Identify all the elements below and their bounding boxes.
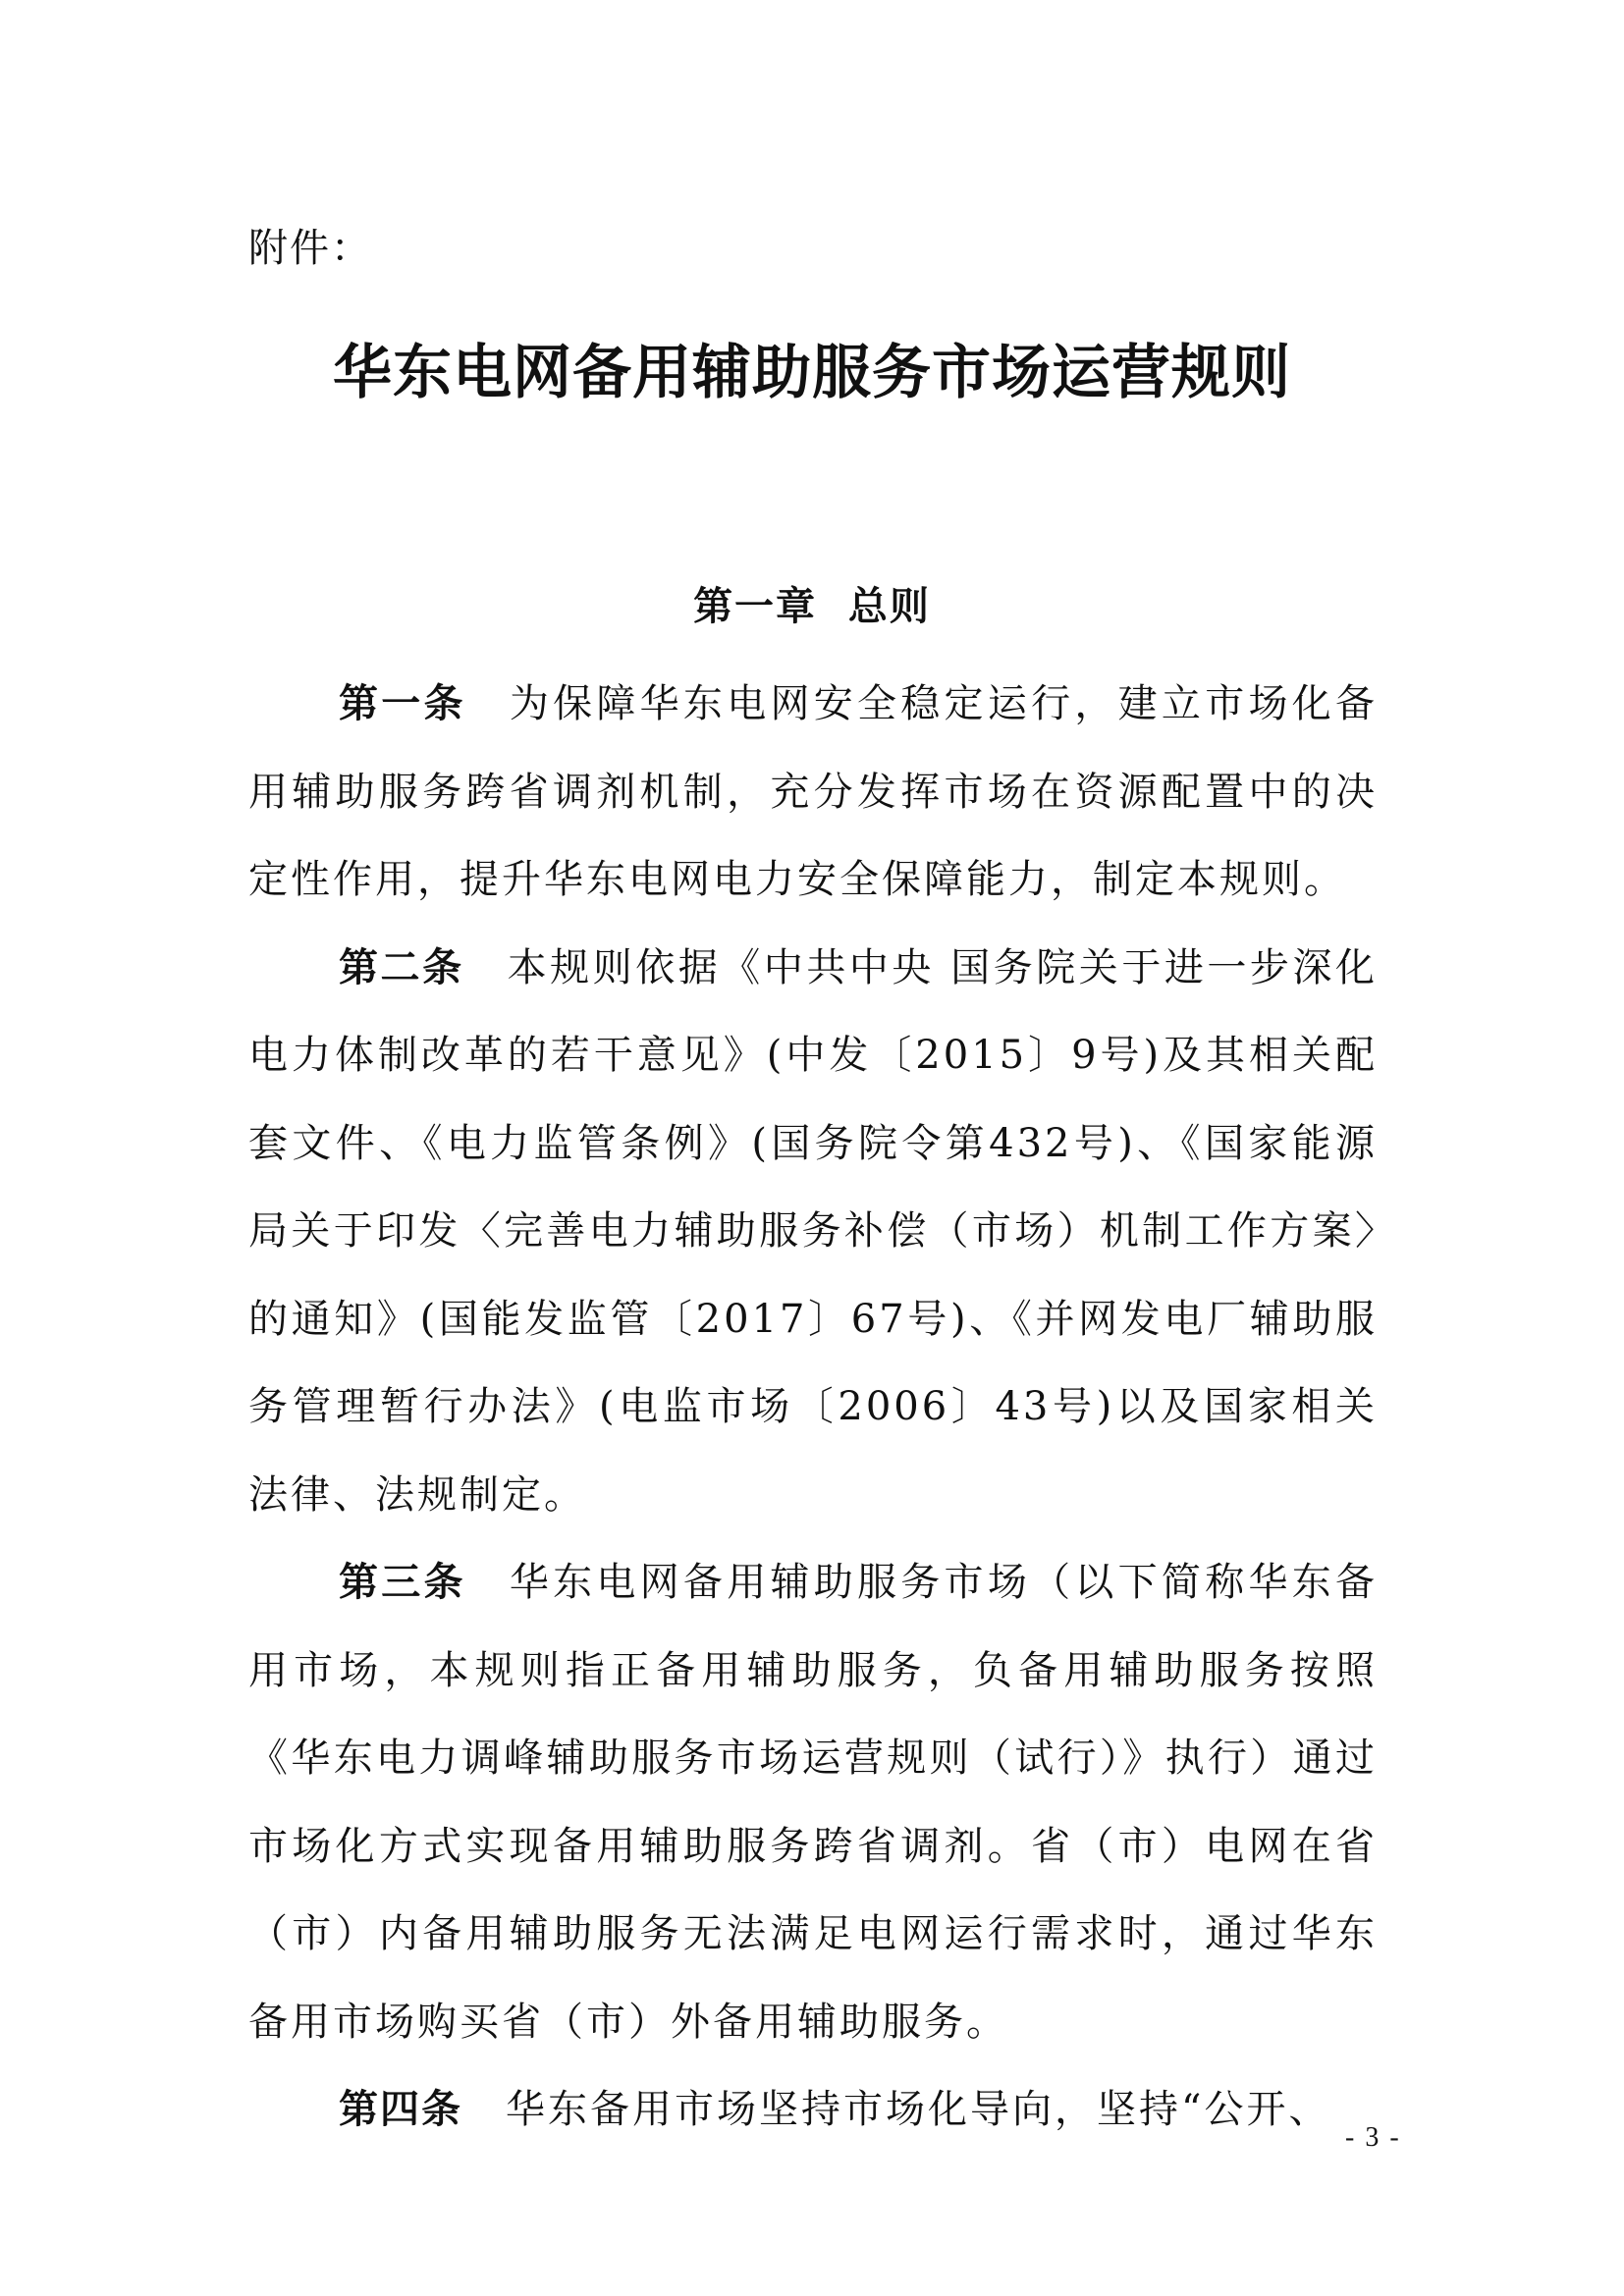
article-number: 第三条 bbox=[339, 1560, 466, 1605]
article-number: 第二条 bbox=[339, 944, 464, 990]
article-number: 第四条 bbox=[339, 2087, 462, 2132]
article-text: 华东电网备用辅助服务市场（以下简称华东备用市场，本规则指正备用辅助服务，负备用辅助服务按照《华东电力调峰辅助服务市场运营规则（试行）》执行）通过市场化方式实现备用辅助服务跨省调剂。省（市）电网在省（市）内备用辅助服务无法满足电网运行需求时，通过华东备用市场购买省（市）外备用辅助服务。 bbox=[248, 1560, 1379, 2045]
article-text: 本规则依据《中共中央 国务院关于进一步深化电力体制改革的若干意见》(中发〔2015〕9号)及其相关配套文件、《电力监管条例》(国务院令第432号)、《国家能源局关于印发〈完善电力辅助服务补偿（市场）机制工作方案〉的通知》(国能发监管〔2017〕67号)、《并网发电厂辅助服务管理暂行办法》(电监市场〔2006〕43号)以及国家相关法律、法规制定。 bbox=[248, 944, 1379, 1518]
article-text: 华东备用市场坚持市场化导向，坚持“公开、 bbox=[506, 2087, 1331, 2132]
article-2 bbox=[248, 925, 1378, 1540]
document-title: 华东电网备用辅助服务市场运营规则 bbox=[333, 339, 1291, 407]
article-text: 为保障华东电网安全稳定运行，建立市场化备用辅助服务跨省调剂机制，充分发挥市场在资源配置中的决定性作用，提升华东电网电力安全保障能力，制定本规则。 bbox=[248, 681, 1379, 902]
page-number: - 3 - bbox=[1345, 2122, 1401, 2153]
article-4 bbox=[248, 2066, 1378, 2155]
article-number: 第一条 bbox=[339, 681, 466, 726]
chapter-name: 总则 bbox=[847, 584, 931, 629]
attachment-label: 附件： bbox=[248, 226, 372, 271]
article-3 bbox=[248, 1539, 1378, 2066]
chapter-number: 第一章 bbox=[693, 584, 818, 629]
document-body bbox=[248, 661, 1378, 2155]
article-1 bbox=[248, 661, 1378, 925]
chapter-heading bbox=[0, 579, 1624, 634]
